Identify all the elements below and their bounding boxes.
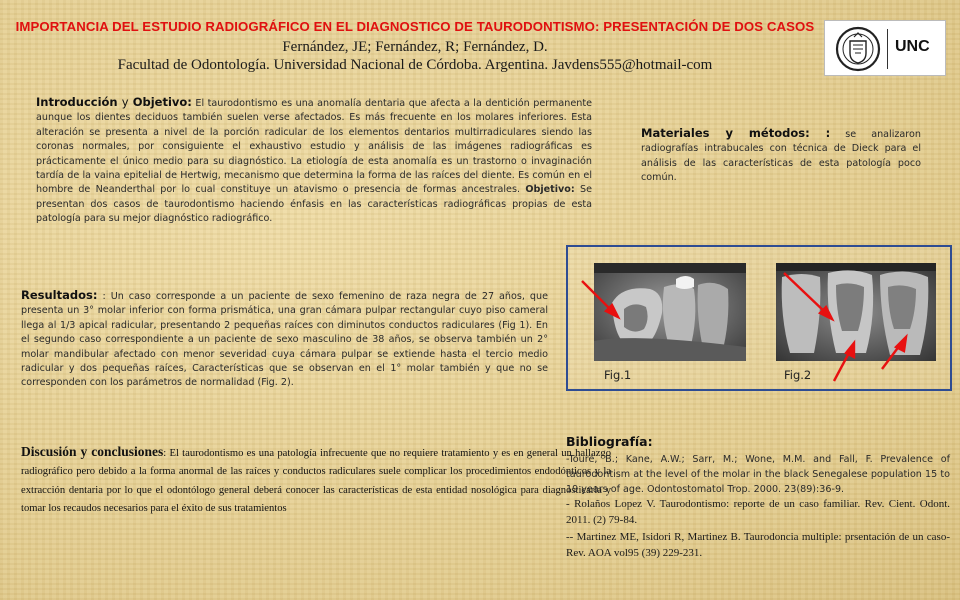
unc-logo [824,20,946,76]
poster-title: IMPORTANCIA DEL ESTUDIO RADIOGRÁFICO EN EL DIAGNOSTICO DE TAURODONTISMO: PRESENTACIÓN DE DOS CASOS [15,19,815,34]
results-heading: Resultados: [21,288,98,302]
intro-text: El taurodontismo es una anomalía dentaria que afecta a la dentición permanente aunque los dientes deciduos también suelen verse afectados. Es más frecuente en los molares inferiores. Esta alteración se presenta a nivel de la porción radicular de los elementos dentarios multirradiculares siendo las coronas normales, por consiguiente el exhaustivo estudio y análisis de las imágenes radiográficas es prácticamente el único medio para su diagnóstico. La etiología de esta anomalía es un trastorno o invaginación tardía de la vaina epitelial de Hertwig, mecanismo que determina la forma de las raíces del diente. Es común en el hombre de Neanderthal por lo cual constituye un atavismo o presencia de formas ancestrales. [36,98,592,196]
faculty-line: Facultad de Odontología. Universidad Nacional de Córdoba. Argentina. Javdens555@hotmail-com [117,57,713,73]
discussion-heading: Discusión y conclusiones [21,444,164,459]
intro-section [36,95,592,227]
figures-box [566,245,952,391]
bibliography-heading: Bibliografía: [566,434,653,449]
objetivo-text: Se presentan dos casos de taurodontismo haciendo énfasis en las características radiográficas propias de esta patología para su mejor diagnóstico radiográfico. [36,184,593,225]
fig1-label: Fig.1 [604,368,632,382]
reference-2: - Rolaños Lopez V. Taurodontismo: reporte de un caso familiar. Rev. Cient. Odont. 2011. (2) 79-84. [566,498,950,526]
university-seal-icon [833,25,883,73]
logo-text: UNC [895,38,930,55]
reference-1: -Touré, B.; Kane, A.W.; Sarr, M.; Wone, M.M. and Fall, F. Prevalence of taurodontism at the level of the molar in the black Senegalese population 15 to 19 years of age. Odontostomatol Trop. 2000. 23(89):36-9. [566,454,950,495]
authors-line: Fernández, JE; Fernández, R; Fernández, D. [282,39,548,55]
discussion-section [21,443,611,518]
objetivo-label: Objetivo: [525,184,575,196]
objetivo-heading: Objetivo: [132,95,192,109]
discussion-text: : El taurodontismo es una patología infrecuente que no requiere tratamiento y es en general un hallazgo radiográfico pero debido a la forma anormal de las raíces y conductos radiculares suele complicar los procedimientos endodónticos y la extracción dentaria por lo que el odontólogo general deberá conocer las características de esta entidad nosológica para diagnosticarla y tomar los recaudos necesarios para el éxito de sus tratamientos [21,448,611,514]
materials-section [641,126,921,186]
fig2-label: Fig.2 [784,368,812,382]
materials-heading: Materiales y métodos: : [641,126,831,140]
results-section [21,288,548,391]
logo-divider [887,29,888,69]
intro-heading-y: y [117,95,133,109]
results-text: : Un caso corresponde a un paciente de sexo femenino de raza negra de 27 años, que presenta un 3° molar inferior con forma prismática, una gran cámara pulpar rectangular cuyo piso cameral llega al 1/3 apical radicular, presentando 2 pequeñas raíces con diminutos conductos radiculares (Fig 1). En el segundo caso correspondiente a un paciente de sexo masculino de 38 años, se observa también un 2° molar mandibular afectado con menor severidad cuya cámara pulpar se extiende hasta el tercio medio radicular y dos pequeñas raíces, Características que se observan en el 1° molar también y que no se corresponden con los parámetros de normalidad (Fig. 2). [21,291,548,389]
reference-3: -- Martinez ME, Isidori R, Martinez B. Taurodoncia multiple: prsentación de un caso- Rev. AOA vol95 (39) 229-231. [566,531,950,559]
materials-text: se analizaron radiografías intrabucales con técnica de Dieck para el análisis de las características de esta patología poco común. [641,129,921,184]
intro-heading: Introducción [36,95,118,109]
